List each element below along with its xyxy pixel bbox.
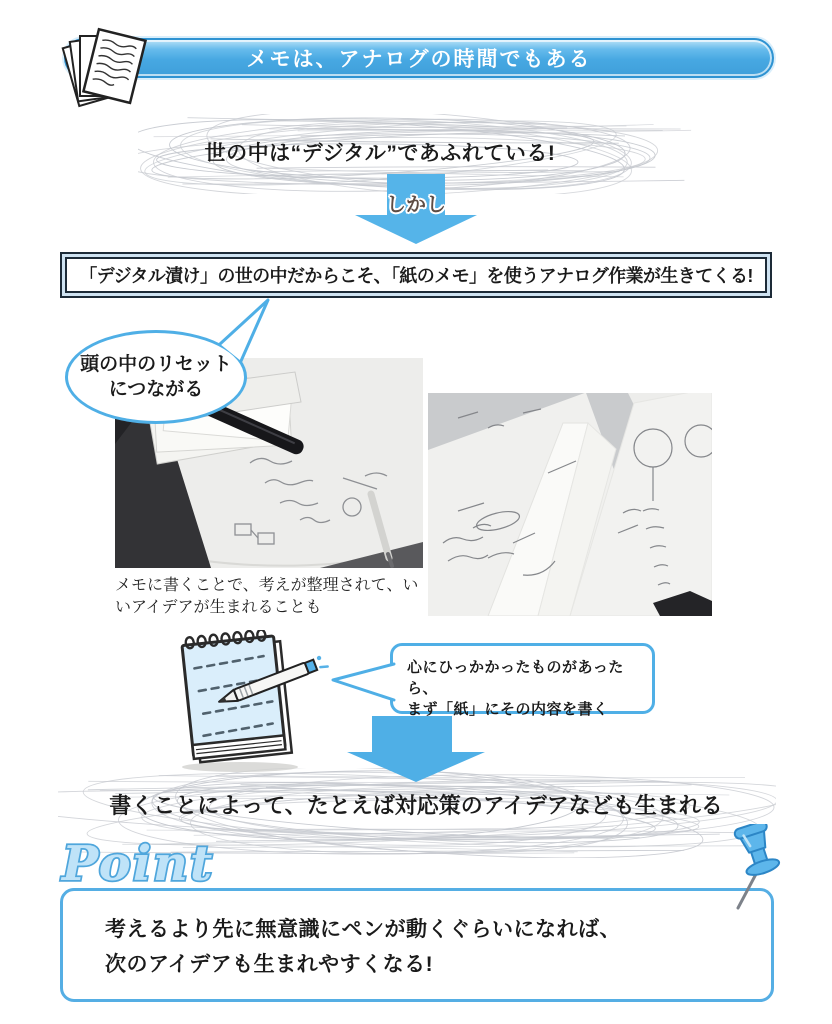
notepad-pen-illustration	[178, 630, 343, 775]
point-logo-text: Point	[62, 836, 215, 892]
memo-papers-icon	[56, 24, 158, 116]
point-logo	[56, 832, 226, 894]
point-line1: 考えるより先に無意識にペンが動くぐらいになれば、	[105, 918, 621, 941]
bubble-reset-line2: につながる	[108, 379, 204, 400]
statement-writing-ideas: 書くことによって、たとえば対応策のアイデアなども生まれる	[109, 793, 723, 818]
pushpin-icon	[716, 824, 786, 914]
photo-caption-line1: メモに書くことで、考えが整理されて、い	[115, 577, 419, 594]
photo-memo-papers-closeup	[428, 393, 712, 616]
bubble-write-line2: まず「紙」にその内容を書く	[407, 701, 609, 718]
conclusion-text: 「デジタル漬け」の世の中だからこそ、「紙のメモ」を使うアナログ作業が生きてくる!	[65, 257, 767, 293]
bubble-write-line1: 心にひっかかったものがあったら、	[407, 659, 624, 697]
point-box	[60, 888, 774, 1002]
point-line2: 次のアイデアも生まれやすくなる!	[105, 953, 434, 976]
speech-bubble-write	[390, 643, 655, 718]
speech-bubble-write-tail	[326, 655, 398, 707]
photo-caption	[115, 575, 445, 619]
page-title: メモは、アナログの時間でもある	[246, 48, 592, 71]
however-label: しかし	[386, 194, 446, 216]
statement-digital-world: 世の中は“デジタル”であふれている!	[204, 142, 556, 165]
header-bar	[64, 38, 774, 78]
conclusion-box	[60, 252, 772, 298]
down-arrow-result	[347, 716, 485, 782]
speech-bubble-reset-tail	[193, 294, 283, 370]
bubble-reset-line1: 頭の中のリセット	[80, 354, 232, 375]
photo-caption-line2: いアイデアが生まれることも	[115, 599, 322, 616]
